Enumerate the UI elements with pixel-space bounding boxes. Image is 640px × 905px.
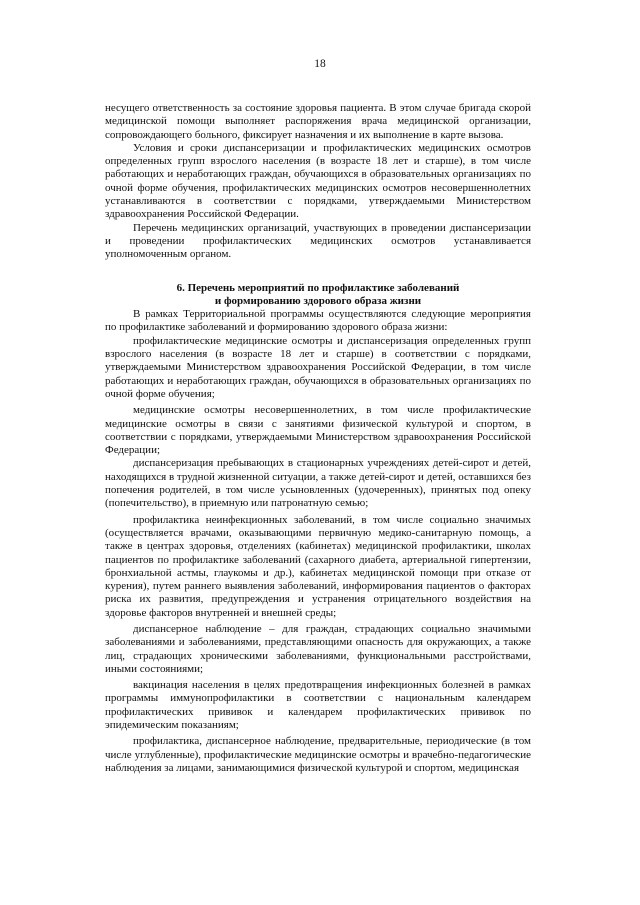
- section-item-adult-checkups: профилактические медицинские осмотры и диспансеризация определенных групп взрослого населения (в возрасте 18 лет и старше) в соответствии с порядками, утверждаемыми Министерством здравоохранения Российской Федерации, в том числе работающих и неработающих граждан, обучающихся в образовательных организациях по очной форме обучения;: [105, 334, 531, 400]
- document-body: [105, 102, 531, 775]
- section-title-line-1: 6. Перечень мероприятий по профилактике заболеваний: [176, 281, 460, 294]
- section-item-dispensary-observation: диспансерное наблюдение – для граждан, страдающих социально значимыми заболеваниями и заболеваниями, представляющими опасность для окружающих, а также лиц, страдающих хроническими заболеваниями, функциональными расстройствами, иными состояниями;: [105, 622, 531, 675]
- intro-paragraph-2: Условия и сроки диспансеризации и профилактических медицинских осмотров определенных групп взрослого населения (в возрасте 18 лет и старше), в том числе работающих и неработающих граждан, обучающихся в образовательных организациях по очной форме обучения, профилактических медицинских осмотров несовершеннолетних устанавливаются в соответствии с порядками, утверждаемыми Министерством здравоохранения Российской Федерации.: [105, 141, 531, 221]
- section-paragraph-intro: В рамках Территориальной программы осуществляются следующие мероприятия по профилактике заболеваний и формированию здорового образа жизни:: [105, 308, 531, 334]
- section-item-sports-medicine: профилактика, диспансерное наблюдение, предварительные, периодические (в том числе углубленные), профилактические медицинские осмотры и врачебно-педагогические наблюдения за лицами, занимающимися физической культурой и спортом, медицинская: [105, 735, 531, 774]
- section-item-noncommunicable-prevention: профилактика неинфекционных заболеваний, в том числе социально значимых (осуществляется врачами, оказывающими первичную медико-санитарную помощь, а также в центрах здоровья, отделениях (кабинетах) медицинской профилактики, школах пациентов по профилактике заболеваний (сахарного диабета, артериальной гипертензии, бронхиальной астмы, глаукомы и др.), кабинетах медицинской помощи при отказе от курения), путем раннего выявления заболеваний, информирования пациентов о факторах риска их развития, предупреждения и устранения отрицательного воздействия на здоровье факторов внутренней и внешней среды;: [105, 513, 531, 619]
- section-title-line-2: и формированию здорового образа жизни: [214, 294, 422, 307]
- section-title: [105, 282, 531, 309]
- section-item-minor-checkups: медицинские осмотры несовершеннолетних, в том числе профилактические медицинские осмотры в связи с занятиями физической культурой и спортом, в соответствии с порядками, утверждаемыми Министерством здравоохранения Российской Федерации;: [105, 404, 531, 457]
- page-number: 18: [314, 58, 326, 70]
- section-item-orphan-checkups: диспансеризация пребывающих в стационарных учреждениях детей-сирот и детей, находящихся в трудной жизненной ситуации, а также детей-сирот и детей, оставшихся без попечения родителей, в том числе усыновленных (удочеренных), принятых под опеку (попечительство), в приемную или патронатную семью;: [105, 457, 531, 510]
- intro-paragraph-1: несущего ответственность за состояние здоровья пациента. В этом случае бригада скорой медицинской помощи выполняет распоряжения врача медицинской организации, сопровождающего больного, фиксирует назначения и их выполнение в карте вызова.: [105, 102, 531, 141]
- section-item-vaccination: вакцинация населения в целях предотвращения инфекционных болезней в рамках программы иммунопрофилактики в соответствии с национальным календарем профилактических прививок и календарем профилактических прививок по эпидемическим показаниям;: [105, 679, 531, 732]
- intro-paragraph-3: Перечень медицинских организаций, участвующих в проведении диспансеризации и проведении профилактических медицинских осмотров устанавливается уполномоченным органом.: [105, 221, 531, 261]
